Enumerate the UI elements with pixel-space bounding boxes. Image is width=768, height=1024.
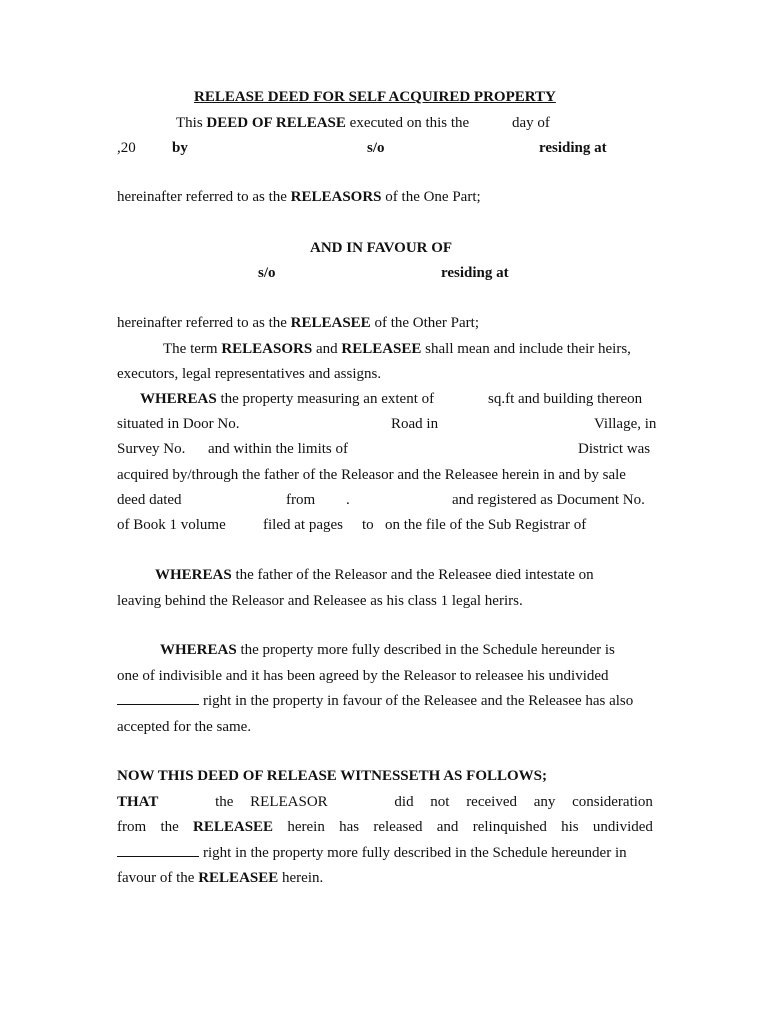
whereas3-line-1: [160, 641, 615, 659]
whereas2-bold: WHEREAS: [155, 567, 232, 583]
witnesseth-heading: NOW THIS DEED OF RELEASE WITNESSETH AS FOLLOWS;: [117, 768, 547, 784]
opening-residing-at: residing at: [539, 140, 607, 156]
w1-the: the: [215, 794, 234, 810]
releasee-bold: RELEASEE: [290, 315, 371, 331]
w2-has: has: [339, 819, 360, 835]
whereas1-survey-no: Survey No.: [117, 441, 186, 457]
whereas1-book-volume: of Book 1 volume: [117, 517, 226, 533]
whereas1-sqft: sq.ft and building thereon: [488, 391, 643, 407]
in-favour-so: s/o: [258, 265, 276, 281]
whereas1-filed-at-pages: filed at pages: [263, 517, 343, 533]
w2-relinquished: relinquished: [472, 819, 547, 835]
whereas1-door-no: situated in Door No.: [117, 416, 240, 432]
releasee-line: [117, 314, 479, 332]
opening-by: by: [172, 140, 188, 156]
whereas3-line-2: one of indivisible and it has been agreed by the Releasor to releasee his undivided: [117, 668, 609, 684]
w1-received: received: [466, 794, 517, 810]
opening-executed: executed on this the: [349, 115, 470, 131]
w1-not: not: [430, 794, 450, 810]
releasors-bold: RELEASORS: [290, 189, 382, 205]
releasors-line: [117, 188, 481, 206]
opening-year-prefix: ,20: [117, 140, 136, 156]
opening-day-of: day of: [512, 115, 550, 131]
w1-consideration: consideration: [572, 794, 653, 810]
blank-line: [117, 844, 199, 857]
w2-from: from: [117, 819, 147, 835]
w2-his: his: [561, 819, 579, 835]
opening-so: s/o: [367, 140, 385, 156]
whereas2-line-2: leaving behind the Releasor and Releasee as his class 1 legal herirs.: [117, 593, 523, 609]
whereas1-village-in: Village, in: [594, 416, 657, 432]
whereas1-l1-text: the property measuring an extent of: [220, 391, 435, 407]
whereas1-from: from: [286, 492, 316, 508]
whereas1-to: to: [362, 517, 374, 533]
term-and: and: [315, 341, 338, 357]
releasors-post: of the One Part;: [385, 189, 481, 205]
w1-releasor: RELEASOR: [250, 794, 328, 810]
witnesseth-line-1: [117, 793, 653, 811]
term-post: shall mean and include their heirs,: [425, 341, 631, 357]
term-releasee: RELEASEE: [341, 341, 422, 357]
whereas3-line-4: accepted for the same.: [117, 719, 252, 735]
w2-and: and: [436, 819, 459, 835]
term-pre: The term: [163, 341, 218, 357]
witnesseth-l3: right in the property more fully described in the Schedule hereunder in: [203, 845, 627, 861]
w2-the: the: [160, 819, 179, 835]
w1-did: did: [394, 794, 414, 810]
w4-releasee: RELEASEE: [198, 870, 279, 886]
witnesseth-line-2: [117, 818, 653, 836]
releasee-post: of the Other Part;: [374, 315, 480, 331]
whereas3-bold: WHEREAS: [160, 642, 237, 658]
document-title: RELEASE DEED FOR SELF ACQUIRED PROPERTY: [194, 89, 556, 105]
opening-this: This: [176, 115, 203, 131]
whereas2-l1: the father of the Releasor and the Releasee died intestate on: [235, 567, 594, 583]
opening-text: [176, 114, 469, 132]
witnesseth-that: THAT: [117, 794, 159, 810]
whereas1-district-was: District was: [578, 441, 651, 457]
witnesseth-line-3: [117, 844, 627, 862]
term-line-1: [163, 340, 631, 358]
in-favour-residing-at: residing at: [441, 265, 509, 281]
w2-undivided: undivided: [592, 819, 653, 835]
whereas1-line-1: [140, 390, 434, 408]
whereas3-l1: the property more fully described in the Schedule hereunder is: [240, 642, 615, 658]
whereas1-sub-registrar: on the file of the Sub Registrar of: [385, 517, 587, 533]
releasors-pre: hereinafter referred to as the: [117, 189, 287, 205]
w4-pre: favour of the: [117, 870, 195, 886]
whereas1-dot: .: [346, 492, 350, 508]
w1-any: any: [533, 794, 556, 810]
term-line-2: executors, legal representatives and assigns.: [117, 366, 382, 382]
whereas1-road-in: Road in: [391, 416, 439, 432]
in-favour-heading: AND IN FAVOUR OF: [310, 240, 453, 256]
whereas1-line-4: acquired by/through the father of the Releasor and the Releasee herein in and by sale: [117, 467, 626, 483]
w4-post: herein.: [282, 870, 324, 886]
term-releasors: RELEASORS: [221, 341, 313, 357]
whereas1-limits-of: and within the limits of: [208, 441, 348, 457]
whereas3-line-3: [117, 692, 633, 710]
whereas2-line-1: [155, 566, 653, 584]
opening-deed-of-release: DEED OF RELEASE: [206, 115, 346, 131]
w2-released: released: [373, 819, 423, 835]
whereas3-l3: right in the property in favour of the Releasee and the Releasee has also: [203, 693, 634, 709]
releasee-pre: hereinafter referred to as the: [117, 315, 287, 331]
blank-line: [117, 692, 199, 705]
whereas1-bold: WHEREAS: [140, 391, 217, 407]
whereas1-deed-dated: deed dated: [117, 492, 182, 508]
w2-releasee: RELEASEE: [193, 819, 274, 835]
w2-herein: herein: [287, 819, 325, 835]
witnesseth-line-4: [117, 869, 323, 887]
whereas1-document-no: and registered as Document No.: [452, 492, 645, 508]
